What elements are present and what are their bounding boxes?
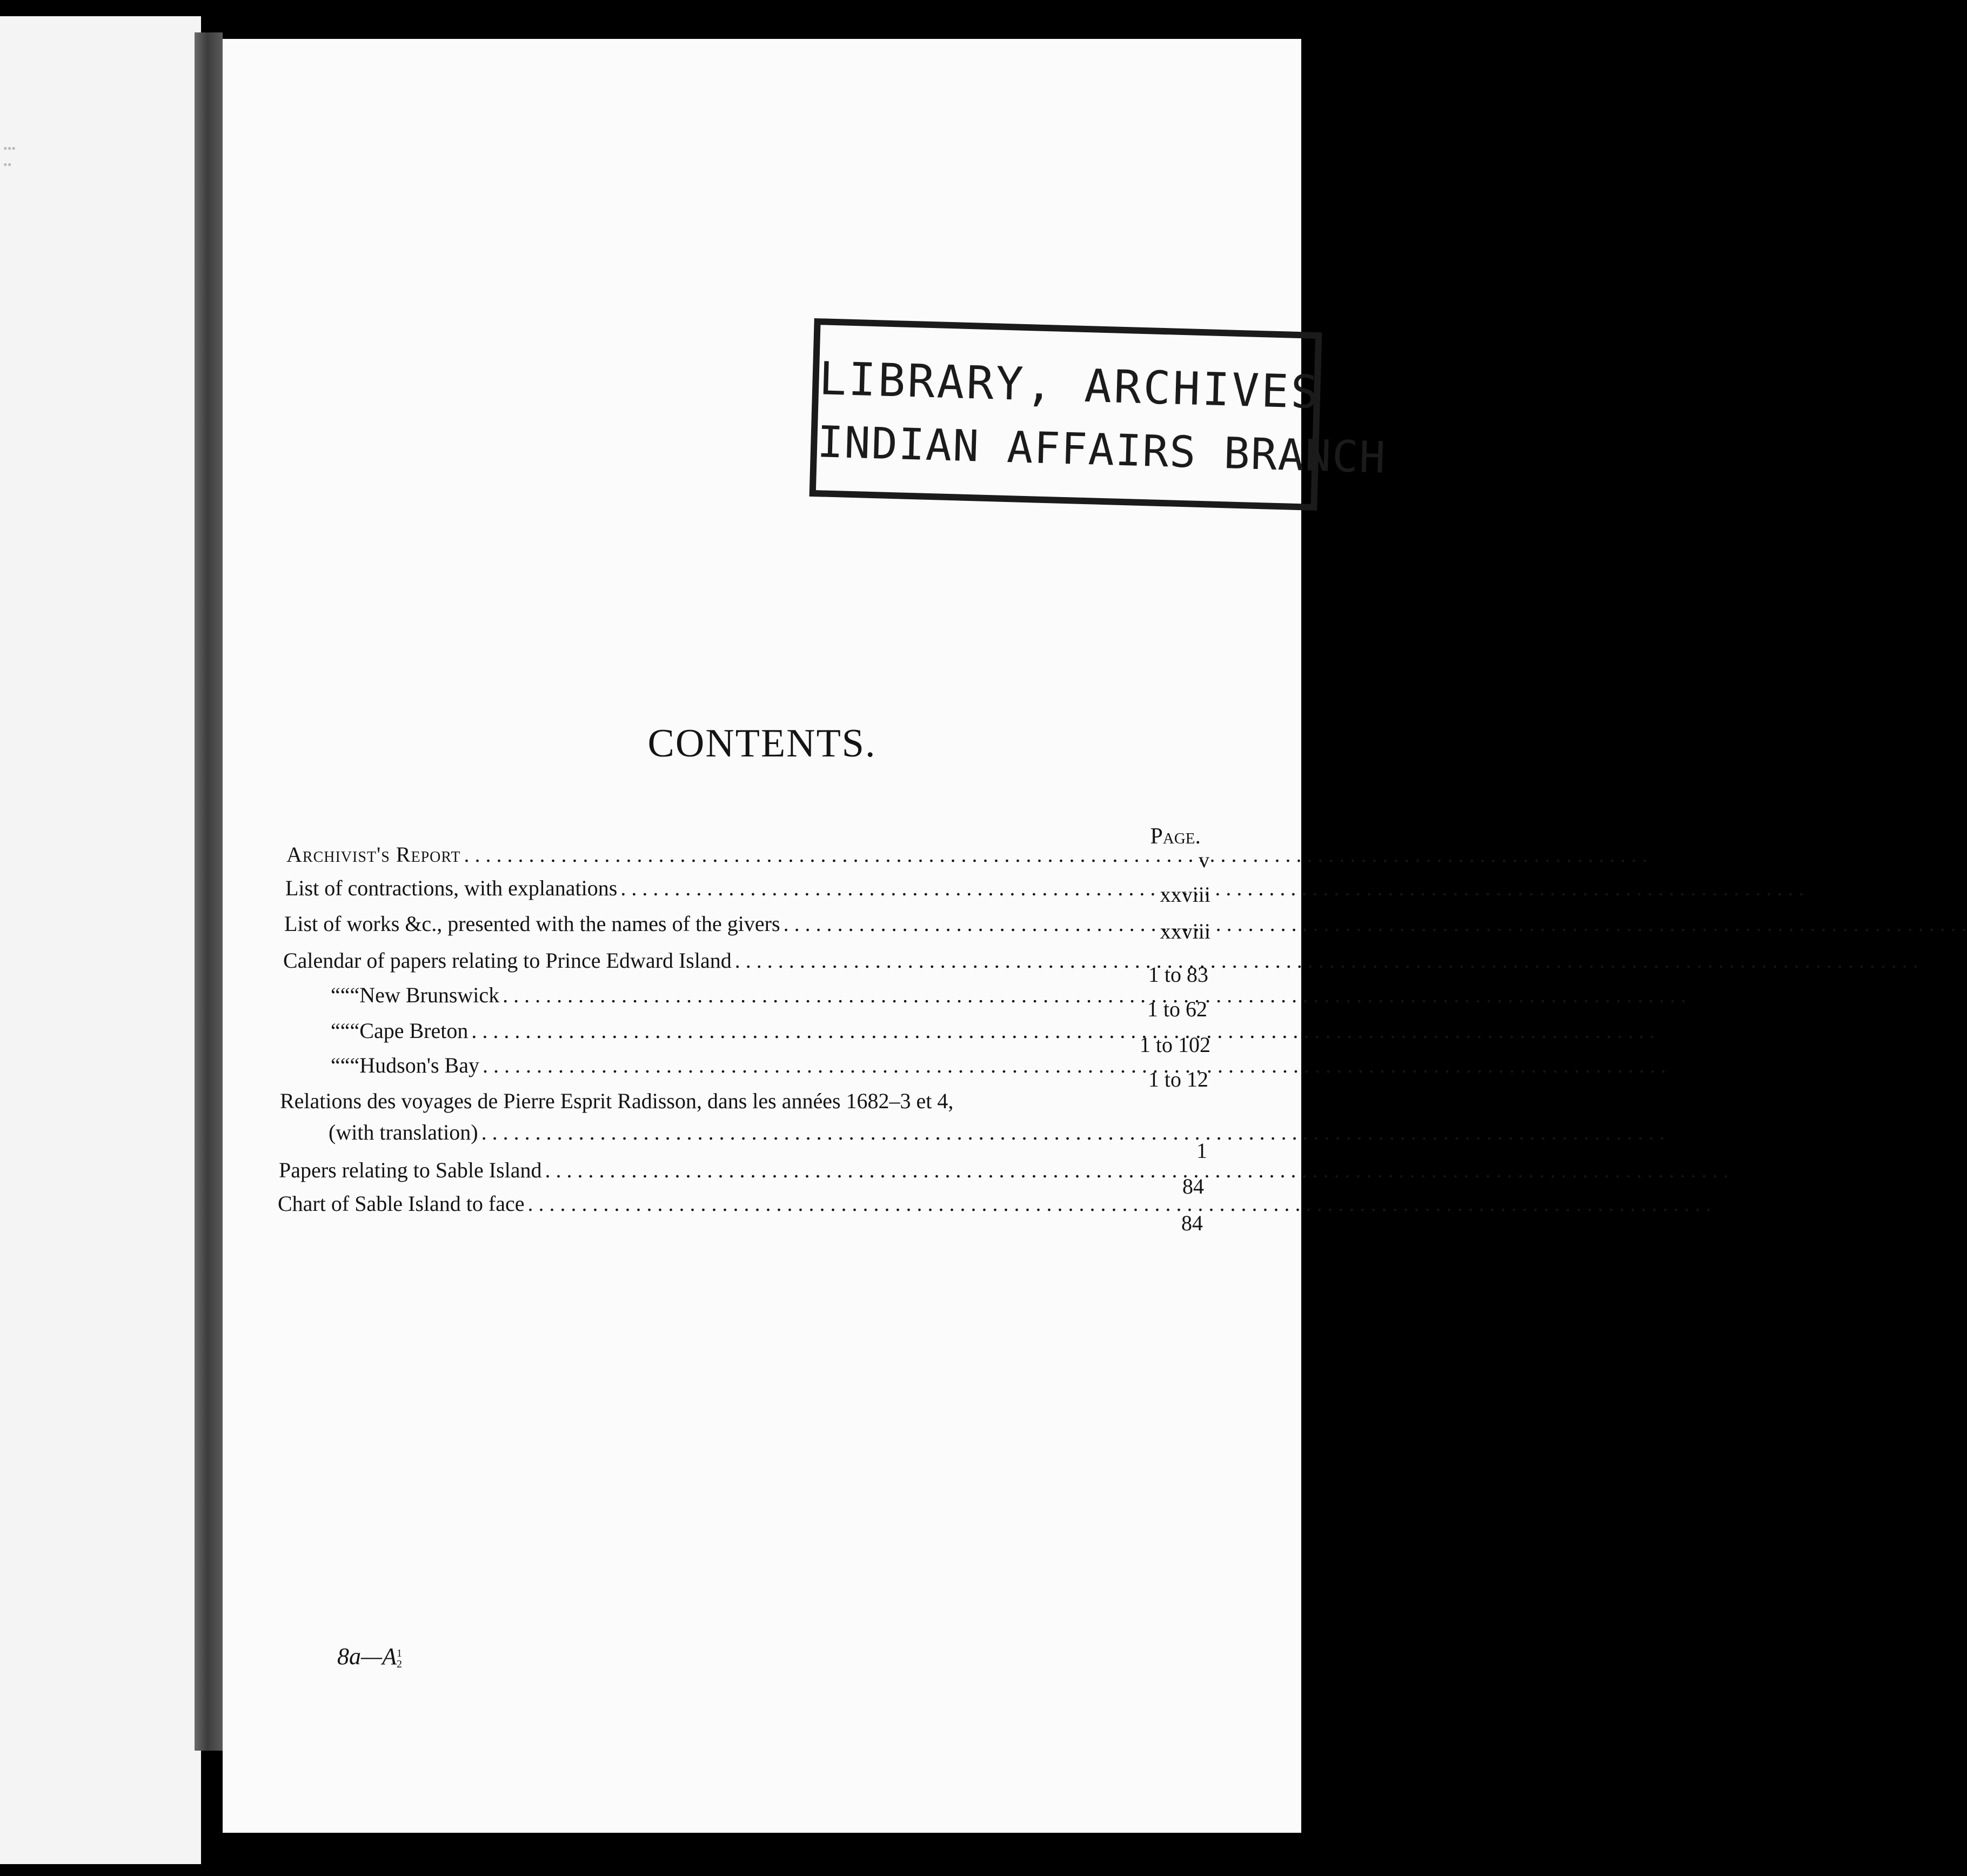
ditto-mark: “ — [350, 983, 360, 1007]
toc-entry — [278, 1191, 1119, 1219]
binding-gutter — [195, 32, 223, 1751]
toc-entry-text: List of contractions, with explanations — [285, 876, 618, 900]
toc-entry — [331, 1053, 1119, 1081]
leader-dots — [481, 1120, 1665, 1145]
signature-fraction — [397, 1648, 402, 1670]
ditto-mark: “ — [340, 1053, 350, 1077]
ditto-mark: “ — [331, 983, 340, 1007]
toc-entry — [280, 1088, 1123, 1116]
toc-entry-page: 84 — [1182, 1174, 1204, 1198]
toc-entry-page: 1 to 62 — [1147, 997, 1207, 1021]
library-stamp — [809, 318, 1387, 511]
toc-entry — [285, 875, 1120, 903]
stamp-line-1: LIBRARY, ARCHIVES — [818, 352, 1321, 419]
leader-dots — [784, 911, 1967, 936]
toc-entry-continuation — [329, 1120, 1116, 1148]
leader-dots — [464, 842, 1647, 867]
leader-dots — [528, 1191, 1711, 1216]
fraction-numerator: 1 — [397, 1647, 402, 1659]
toc-entry-text: List of works &c., presented with the names of the givers — [284, 912, 780, 936]
toc-entry-page: 84 — [1181, 1211, 1203, 1235]
toc-entry-page: xxviii — [1160, 882, 1210, 907]
toc-entry-text: Calendar of papers relating to Prince Edward Island — [283, 948, 732, 973]
fraction-denominator: 2 — [397, 1658, 402, 1670]
signature-mark — [337, 1643, 402, 1670]
toc-entry — [283, 948, 1119, 976]
ditto-mark: “ — [340, 1019, 350, 1043]
ditto-mark: “ — [331, 1053, 340, 1077]
toc-entry-text: Cape Breton — [359, 1019, 469, 1043]
toc-entry — [279, 1157, 1118, 1185]
toc-entry-page: 1 to 83 — [1148, 962, 1208, 987]
toc-entry-page: 1 to 12 — [1148, 1067, 1208, 1091]
leader-dots — [735, 948, 1918, 973]
toc-entry — [331, 1018, 1119, 1046]
signature-mark-text: 8a—A — [337, 1643, 397, 1670]
ditto-mark: “ — [350, 1053, 360, 1077]
toc-entry — [286, 842, 1119, 870]
toc-entry-page: xxviii — [1160, 919, 1210, 943]
toc-entry-page: 1 to 102 — [1139, 1033, 1210, 1057]
page-column-label: Page. — [1150, 824, 1201, 849]
toc-entry-text: Chart of Sable Island to face — [278, 1191, 525, 1216]
toc-entry — [331, 982, 1119, 1010]
ditto-mark: “ — [340, 983, 350, 1007]
toc-entry-page: v — [1199, 848, 1209, 872]
document-page — [223, 39, 1387, 1833]
facing-page-bleed-marks: ••• •• — [3, 142, 16, 171]
leader-dots — [620, 875, 1804, 901]
ditto-mark: “ — [331, 1019, 340, 1043]
toc-entry-text: Relations des voyages de Pierre Esprit Radisson, dans les années 1682–3 et 4, — [280, 1089, 954, 1113]
leader-dots — [483, 1053, 1666, 1078]
facing-page — [0, 16, 201, 1864]
leader-dots — [545, 1157, 1729, 1183]
toc-entry-continuation-text: (with translation) — [329, 1120, 478, 1144]
toc-entry-text: Archivist's Report — [286, 842, 461, 867]
toc-entry — [284, 911, 1120, 939]
leader-dots — [471, 1018, 1655, 1043]
toc-entry-text: New Brunswick — [359, 983, 500, 1007]
stamp-line-2: INDIAN AFFAIRS BRANCH — [817, 417, 1387, 483]
contents-title: CONTENTS. — [647, 721, 877, 766]
leader-dots — [503, 982, 1686, 1008]
toc-entry-text: Hudson's Bay — [359, 1053, 479, 1077]
ditto-mark: “ — [350, 1019, 360, 1043]
toc-entry-text: Papers relating to Sable Island — [279, 1158, 542, 1182]
toc-entry-page: 1 — [1196, 1138, 1207, 1163]
